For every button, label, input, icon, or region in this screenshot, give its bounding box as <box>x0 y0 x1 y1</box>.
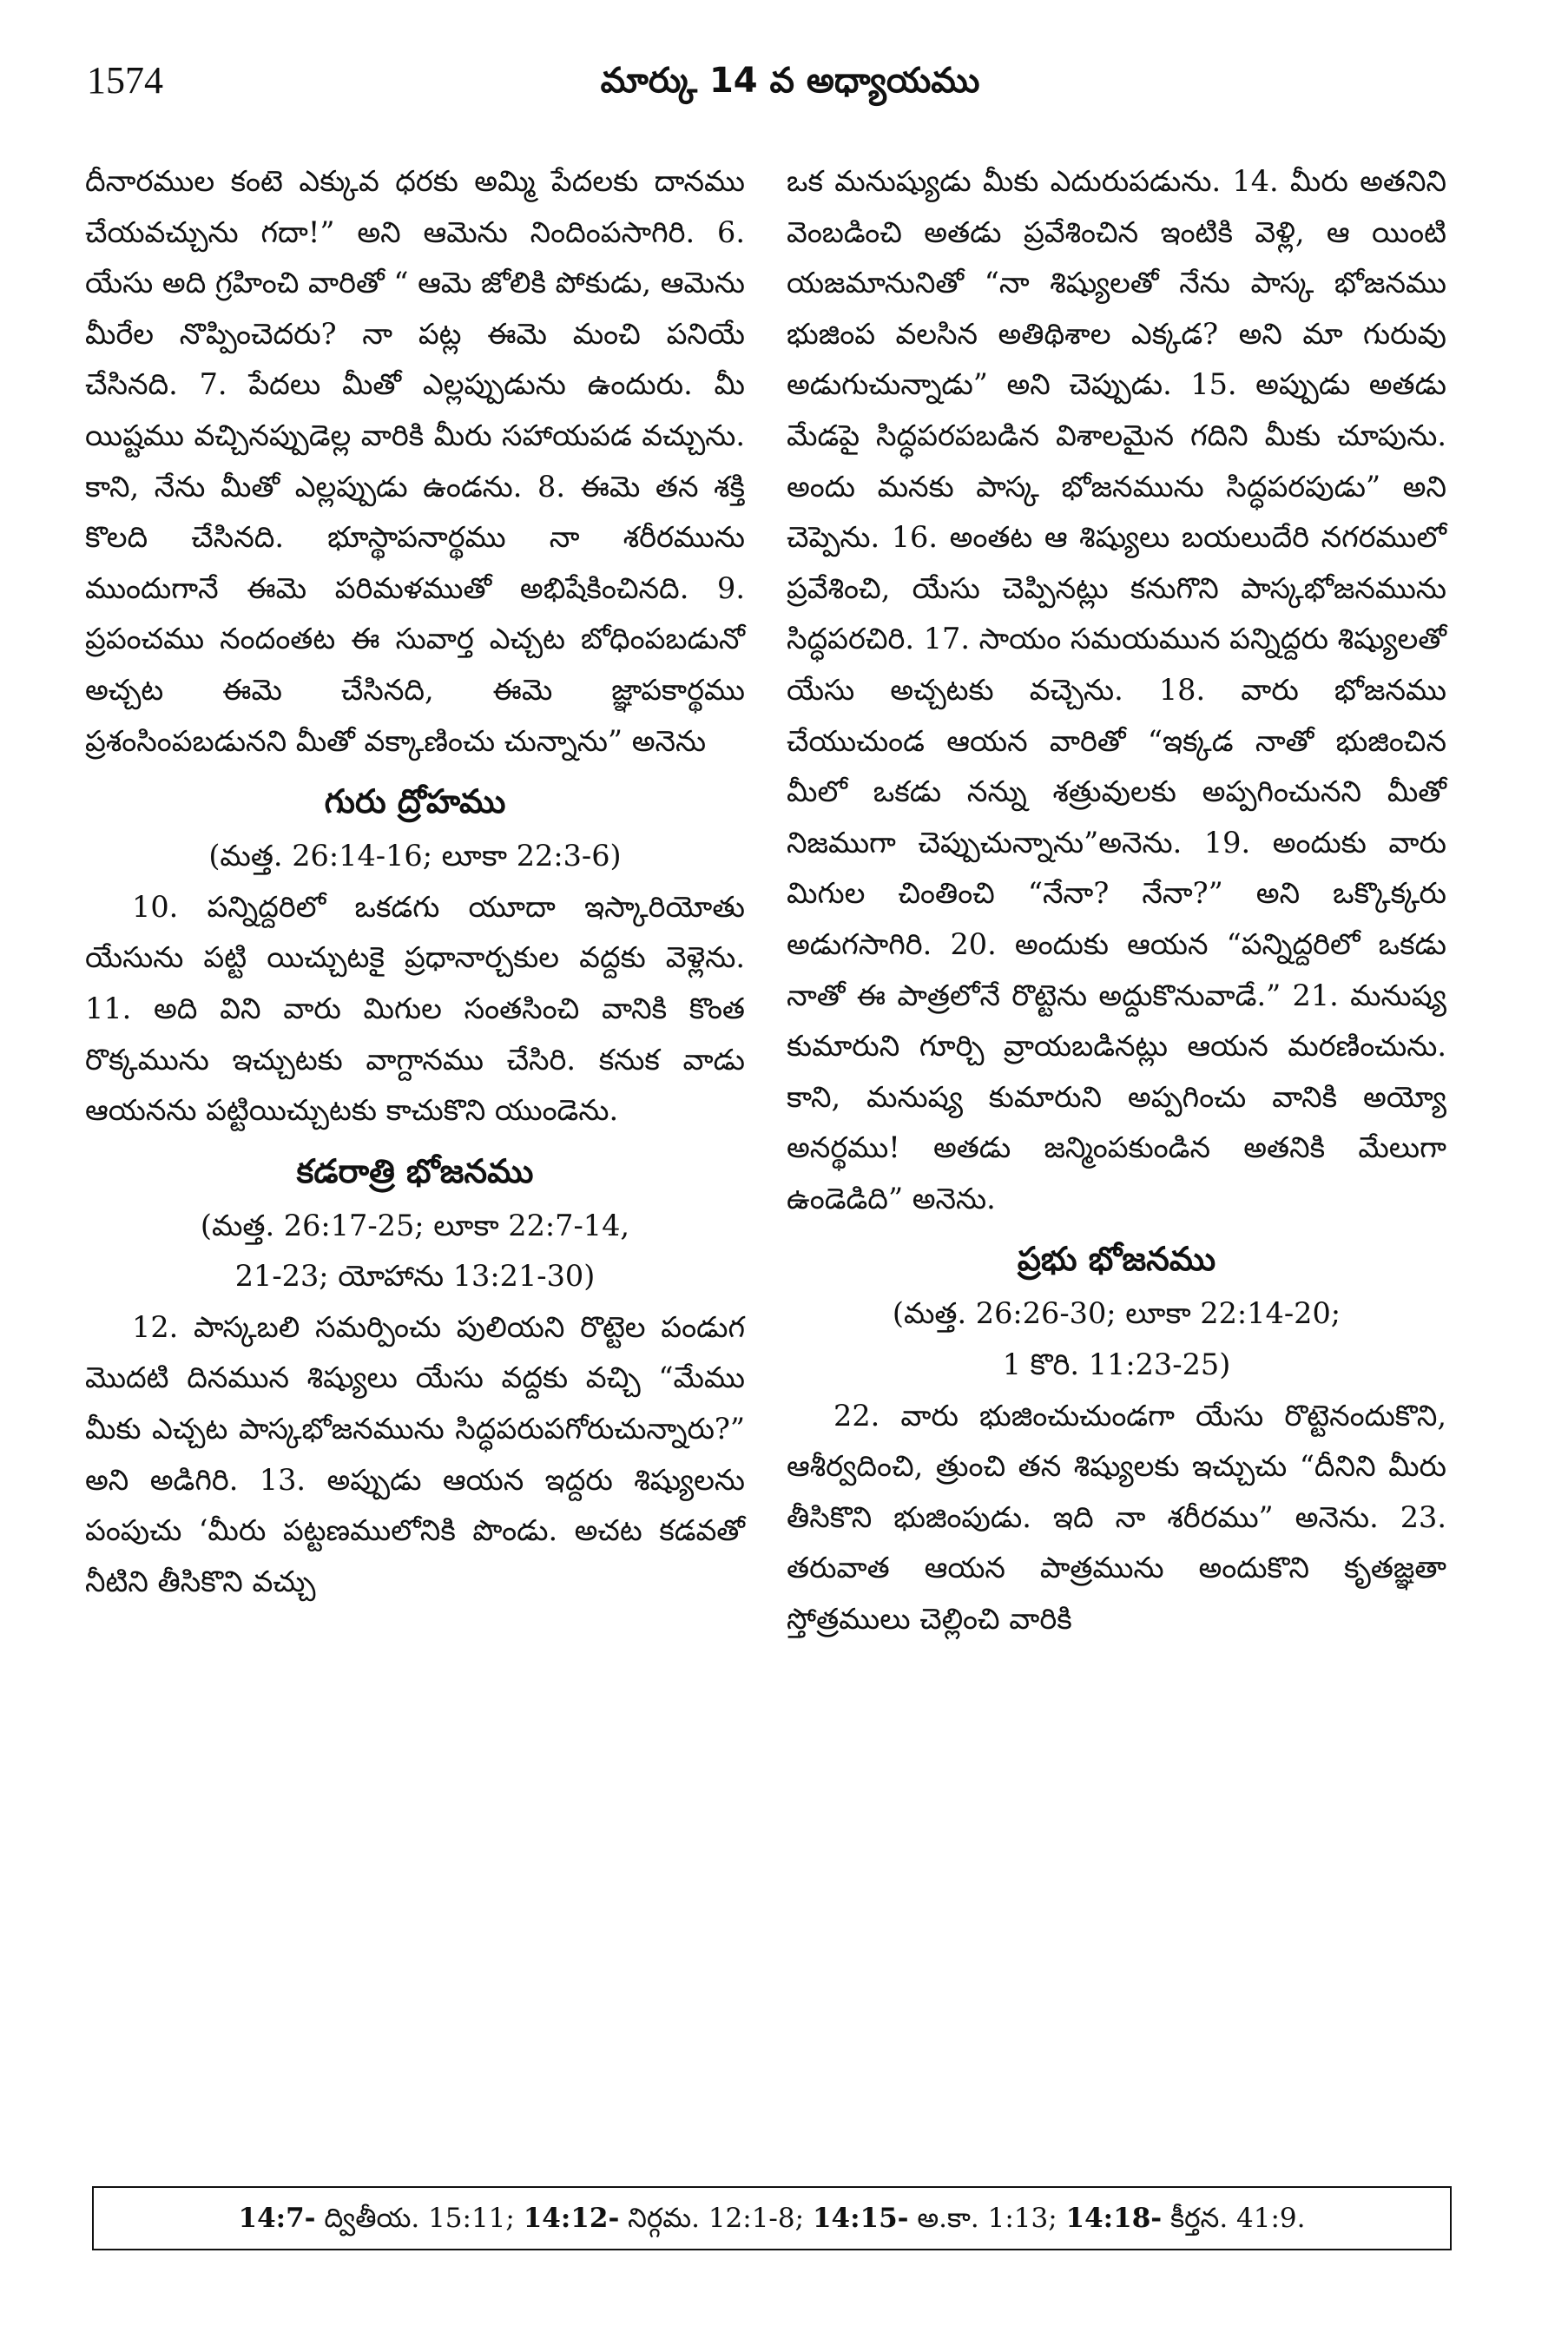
cross-reference: (మత్త. 26:14-16; లూకా 22:3-6) <box>208 839 622 873</box>
left-column <box>85 156 745 1607</box>
paragraph: 10. పన్నిద్దరిలో ఒకడగు యూదా ఇస్కారియోతు యేసును పట్టి యిచ్చుటకై ప్రధానార్చకుల వద్దకు వెళ్లెను. 11. అది విని వారు మిగుల సంతసించి వానికి కొంత రొక్కమును ఇచ్చుటకు వాగ్దానము చేసిరి. కనుక వాడు ఆయనను పట్టియిచ్చుటకు కాచుకొని యుండెను. <box>85 889 745 1128</box>
running-head: మార్కు 14 వ అధ్యాయము <box>600 61 980 101</box>
paragraph: 22. వారు భుజించుచుండగా యేసు రొట్టెనందుకొని, ఆశీర్వదించి, త్రుంచి తన శిష్యులకు ఇచ్చుచు “దీనిని మీరు తీసికొని భుజింపుడు. ఇది నా శరీరము” అనెను. 23. తరువాత ఆయన పాత్రమును అందుకొని కృతజ్ఞతా స్తోత్రములు చెల్లించి వారికి <box>787 1398 1446 1637</box>
footnote-text: నిర్గమ. 12:1-8; <box>619 2203 813 2234</box>
footnote-text: ద్వితీయ. 15:11; <box>315 2203 524 2234</box>
footnote-ref: 14:7- <box>238 2203 316 2234</box>
footnote-ref: 14:15- <box>812 2203 909 2234</box>
section-heading: కడరాత్రి భోజనము <box>296 1151 534 1190</box>
paragraph: ఒక మనుష్యుడు మీకు ఎదురుపడును. 14. మీరు అతనిని వెంబడించి అతడు ప్రవేశించిన ఇంటికి వెళ్లి, ఆ యింటి యజమానునితో “నా శిష్యులతో నేను పాస్క భోజనము భుజింప వలసిన అతిథిశాల ఎక్కడ? అని మా గురువు అడుగుచున్నాడు” అని చెప్పుడు. 15. అప్పుడు అతడు మేడపై సిద్ధపరపబడిన విశాలమైన గదిని మీకు చూపును. అందు మనకు పాస్క భోజనమును సిద్ధపరపుడు” అని చెప్పెను. 16. అంతట ఆ శిష్యులు బయలుదేరి నగరములో ప్రవేశించి, యేసు చెప్పినట్లు కనుగొని పాస్కభోజనమును సిద్ధపరచిరి. 17. సాయం సమయమున పన్నిద్దరు శిష్యులతో యేసు అచ్చటకు వచ్చెను. 18. వారు భోజనము చేయుచుండ ఆయన వారితో “ఇక్కడ నాతో భుజించిన మీలో ఒకడు నన్ను శత్రువులకు అప్పగించునని మీతో నిజముగా చెప్పుచున్నాను”అనెను. 19. అందుకు వారు మిగుల చింతించి “నేనా? నేనా?” అని ఒక్కొక్కరు అడుగసాగిరి. 20. అందుకు ఆయన “పన్నిద్దరిలో ఒకడు నాతో ఈ పాత్రలోనే రొట్టెను అద్దుకొనువాడే.” 21. మనుష్య కుమారుని గూర్చి వ్రాయబడినట్లు ఆయన మరణించును. కాని, మనుష్య కుమారుని అప్పగించు వానికి అయ్యో అనర్థము! అతడు జన్మింపకుండిన అతనికి మేలుగా ఉండెడిది” అనెను. <box>787 164 1446 1216</box>
paragraph: 12. పాస్కబలి సమర్పించు పులియని రొట్టెల పండుగ మొదటి దినమున శిష్యులు యేసు వద్దకు వచ్చి “మేము మీకు ఎచ్చట పాస్కభోజనమును సిద్ధపరుపగోరుచున్నారు?” అని అడిగిరి. 13. అప్పుడు ఆయన ఇద్దరు శిష్యులను పంపుచు ‘మీరు పట్టణములోనికి పొండు. అచట కడవతో నీటిని తీసికొని వచ్చు <box>85 1309 745 1598</box>
cross-reference: (మత్త. 26:17-25; లూకా 22:7-14, <box>200 1208 630 1242</box>
section-heading: ప్రభు భోజనము <box>1017 1240 1216 1279</box>
section-heading: గురు ద్రోహము <box>324 782 506 821</box>
footnote-ref: 14:12- <box>523 2203 620 2234</box>
footnote-text: కీర్తన. 41:9. <box>1162 2203 1306 2234</box>
right-column <box>787 156 1446 1645</box>
footnote-ref: 14:18- <box>1065 2203 1163 2234</box>
page-header <box>87 50 1493 111</box>
cross-reference: 1 కొరి. 11:23-25) <box>1002 1347 1231 1382</box>
cross-reference: (మత్త. 26:26-30; లూకా 22:14-20; <box>892 1296 1341 1331</box>
cross-reference: 21-23; యోహాను 13:21-30) <box>234 1259 596 1294</box>
footnote-box <box>92 2186 1452 2250</box>
page-number: 1574 <box>87 59 163 102</box>
paragraph: దీనారముల కంటె ఎక్కువ ధరకు అమ్మి పేదలకు దానము చేయవచ్చును గదా!” అని ఆమెను నిందింపసాగిరి. 6. యేసు అది గ్రహించి వారితో “ ఆమె జోలికి పోకుడు, ఆమెను మీరేల నొప్పించెదరు? నా పట్ల ఈమె మంచి పనియే చేసినది. 7. పేదలు మీతో ఎల్లప్పుడును ఉందురు. మీ యిష్టము వచ్చినప్పుడెల్ల వారికి మీరు సహాయపడ వచ్చును. కాని, నేను మీతో ఎల్లప్పుడు ఉండను. 8. ఈమె తన శక్తి కొలది చేసినది. భూస్థాపనార్థము నా శరీరమును ముందుగానే ఈమె పరిమళముతో అభిషేకించినది. 9. ప్రపంచము నందంతట ఈ సువార్త ఎచ్చట బోధింపబడునో అచ్చట ఈమె చేసినది, ఈమె జ్ఞాపకార్థము ప్రశంసింపబడునని మీతో వక్కాణించు చున్నాను” అనెను <box>85 164 745 758</box>
footnote-text: అ.కా. 1:13; <box>908 2203 1066 2234</box>
